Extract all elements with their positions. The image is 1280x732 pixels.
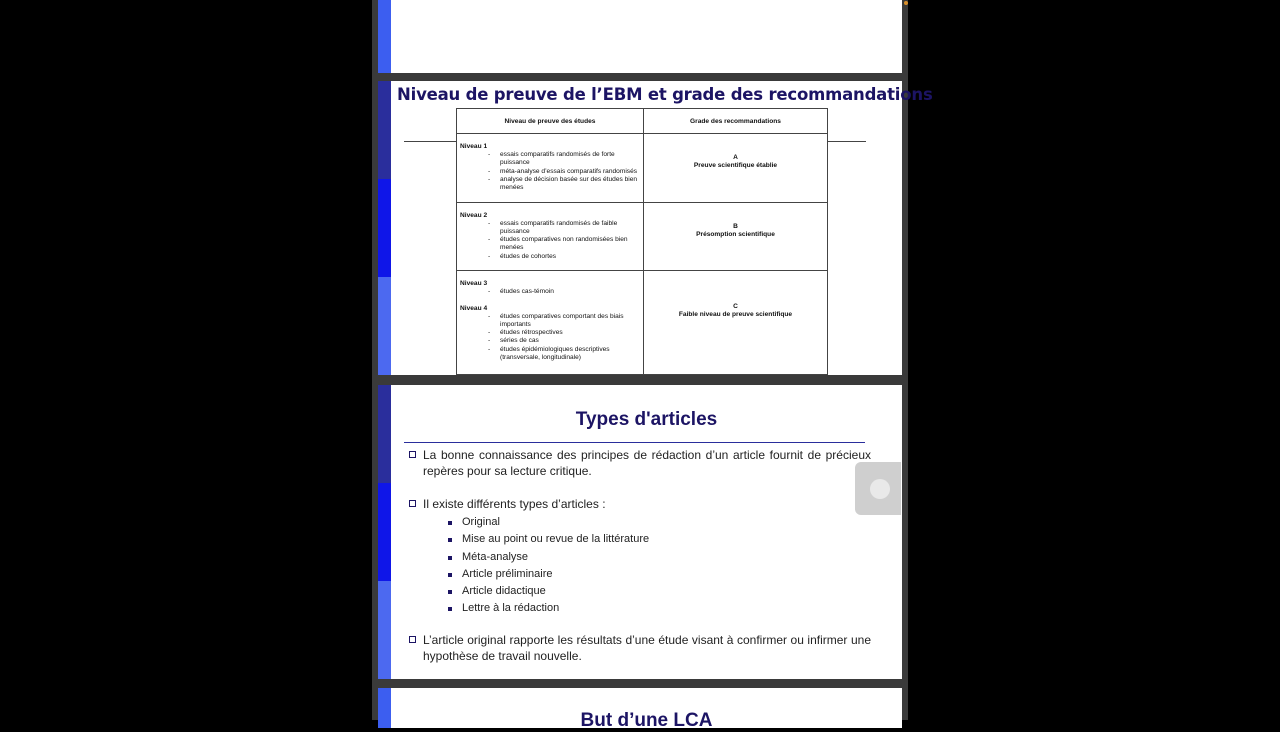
level-cell [457,134,644,203]
slide-title: Niveau de preuve de l’EBM et grade des recommandations [397,85,933,104]
level-items [460,220,640,261]
bullet-paragraph [409,496,871,512]
level-item: - essais comparatifs randomisés de faible puissance [488,220,640,236]
level-item: - études cas-témoin [488,288,640,296]
table-row [457,271,828,375]
level-item: - études épidémiologiques descriptives (transversale, longitudinale) [488,346,640,362]
bullet-paragraph [409,447,871,479]
table-header-grade: Grade des recommandations [644,109,828,134]
divider [828,141,866,142]
paragraph-text: Il existe différents types d’articles : [423,497,606,511]
list-item: Mise au point ou revue de la littérature [447,531,649,548]
level-item: - essais comparatifs randomisés de forte puissance [488,151,640,167]
level-item: - analyse de décision basée sur des études bien menées [488,176,640,192]
level-items [460,313,640,362]
grade-letter: A [733,154,738,161]
grade-cell [644,134,828,203]
grade-letter: C [733,303,738,311]
slide-side-band [378,81,391,375]
divider [404,141,456,142]
level-item: - études rétrospectives [488,329,640,337]
slide-title: Types d'articles [575,409,718,430]
level-item: - études comparatives comportant des biais importants [488,313,640,329]
grade-letter: B [733,222,738,230]
bullet-paragraph [409,632,871,664]
slide-title: But d’une LCA [580,710,713,731]
table-row [457,134,828,203]
grade-text: Présomption scientifique [696,230,775,238]
grade-cell [644,202,828,271]
side-panel-handle[interactable] [855,462,901,515]
level-items [460,288,640,296]
paragraph-text: L’article original rapporte les résultats d’une étude visant à confirmer ou infirmer une hypothèse de travail nouvelle. [423,633,871,663]
table-header-level: Niveau de preuve des études [457,109,644,134]
evidence-table [456,108,828,375]
square-bullet-icon [409,451,416,458]
slide-types-articles [378,385,902,679]
level-name: Niveau 4 [460,304,488,312]
level-item: - études comparatives non randomisées bien menées [488,236,640,252]
level-gap [460,297,640,305]
indicator-dot [904,1,908,5]
circle-icon [870,479,890,499]
slide-side-band [378,385,391,679]
slide-side-band [378,688,391,728]
grade-text: Preuve scientifique établie [693,162,778,169]
square-bullet-icon [409,500,416,507]
level-item: - séries de cas [488,337,640,345]
list-item: Original [447,514,649,531]
table-row [457,202,828,271]
square-bullet-icon [409,636,416,643]
level-name: Niveau 1 [460,143,488,150]
slide-next [378,688,902,731]
slide-side-band [378,0,391,73]
level-cell [457,271,644,375]
level-cell [457,202,644,271]
level-name: Niveau 2 [460,211,488,219]
level-name: Niveau 3 [460,280,488,288]
list-item: Méta-analyse [447,549,649,566]
level-item: - études de cohortes [488,253,640,261]
list-item: Article didactique [447,583,649,600]
paragraph-text: La bonne connaissance des principes de rédaction d’un article fournit de précieux repères pour sa lecture critique. [423,448,871,478]
slide-previous [378,0,902,73]
grade-text: Faible niveau de preuve scientifique [678,311,793,319]
list-item: Lettre à la rédaction [447,600,649,617]
grade-cell [644,271,828,375]
article-types-list [447,514,649,618]
slide-ebm-levels [378,81,933,375]
list-item: Article préliminaire [447,566,649,583]
level-items [460,151,640,192]
document-viewer[interactable] [372,0,933,731]
level-item: - méta-analyse d’essais comparatifs randomisés [488,168,640,176]
title-rule [404,442,865,443]
